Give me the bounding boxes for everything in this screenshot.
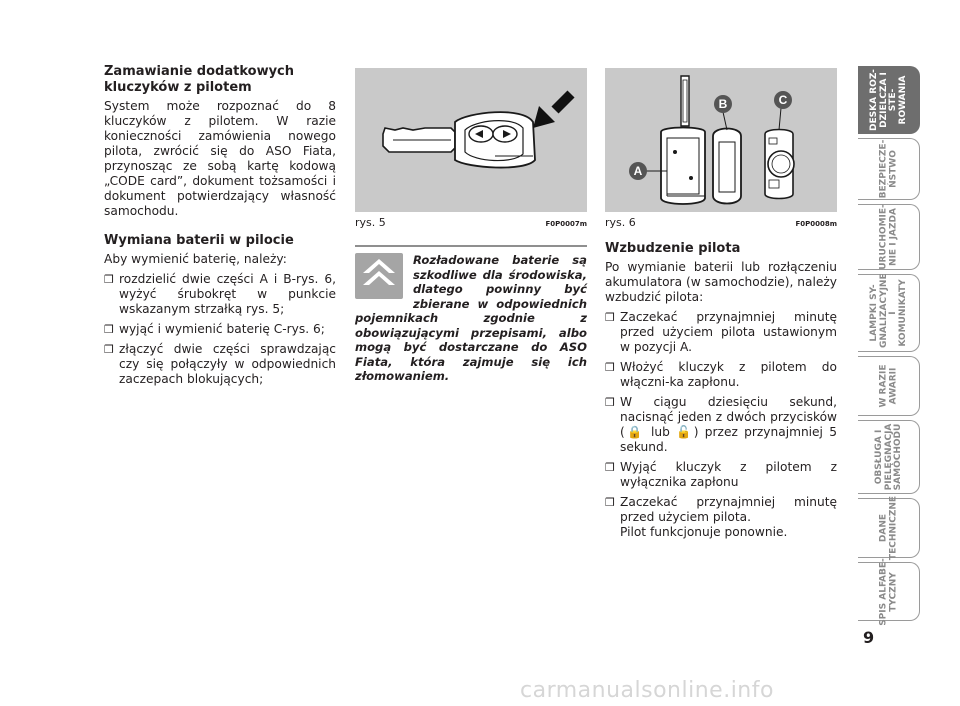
checkbox-bullet-icon: ❒ [104,323,114,336]
environment-note-text: Rozładowane baterie są szkodliwe dla środowiska, dlatego powinny być zbierane w odpowiednich pojemnikach zgodnie z obowiązującymi przepisami, albo mogą być dostarczane do ASO Fiata, która zajmuje się ich złomowaniem. [355,253,587,383]
checkbox-bullet-icon: ❒ [104,343,114,356]
list-item: ❒ Wyjąć kluczyk z pilotem z wyłącznika zapłonu [605,460,837,489]
page-number: 9 [863,628,875,647]
checkbox-bullet-icon: ❒ [605,361,615,374]
environment-note [355,245,587,384]
tab-emergency[interactable]: W RAZIE AWARII [858,356,920,416]
list-item: ❒ Zaczekać przynajmniej minutę przed użyciem pilota. [605,495,837,524]
checkbox-bullet-icon: ❒ [605,311,615,324]
list-item: ❒ W ciągu dziesięciu sekund, nacisnąć jeden z dwóch przycisków (🔒 lub 🔓) przez przynajmniej 5 sekund. [605,395,837,454]
activation-closing: Pilot funkcjonuje ponownie. [620,525,788,539]
checkbox-bullet-icon: ❒ [605,396,615,409]
list-item: ❒ Włożyć kluczyk z pilotem do włączni-ka zapłonu. [605,360,837,389]
list-item: ❒ złączyć dwie części sprawdzając czy się połączyły w odpowiednich zaczepach blokujących; [104,342,336,386]
tab-technical-data[interactable]: DANE TECHNICZNE [858,498,920,558]
tab-safety[interactable]: BEZPIECZE- ŃSTWO [858,138,920,200]
key-part-b-icon [713,112,741,204]
list-item: ❒ wyjąć i wymienić baterię C-rys. 6; [104,322,325,336]
paragraph-ordering-keys: System może rozpoznać do 8 kluczyków z pilotem. W razie konieczności zamówienia nowego pilota, zwrócić się do ASO Fiata, przynosząc ze sobą kartę kodową „CODE card”, dokument tożsamości i dokument potwierdzający własność samochodu. [104,99,336,218]
tab-dashboard-controls[interactable]: DESKA ROZ- DZIELCZA I STE- ROWANIA [858,66,920,134]
heading-battery-replacement: Wymiana baterii w pilocie [104,233,294,248]
figure-5-caption: rys. 5 [355,216,386,229]
tab-maintenance[interactable]: OBSŁUGA I PIELĘGNACJA SAMOCHODU [858,420,920,494]
right-column [605,68,837,540]
key-part-a-icon [661,76,705,204]
tab-warning-lights[interactable]: LAMPKI SY- GNALIZACYJNE I KOMUNIKATY [858,274,920,352]
figure-6-caption: rys. 6 [605,216,636,229]
checkbox-bullet-icon: ❒ [605,461,615,474]
key-fob-side-icon [355,68,587,212]
label-b: B [718,97,728,111]
list-item: ❒ Zaczekać przynajmniej minutę przed użyciem pilota ustawionym w pozycji A. [605,310,837,354]
checkbox-bullet-icon: ❒ [605,496,615,509]
watermark: carmanualsonline.info [520,678,774,703]
figure-5-key-illustration [355,68,587,212]
figure-6-code: F0P0008m [795,220,837,228]
label-c: C [778,93,788,107]
activation-intro: Po wymianie baterii lub rozłączeniu akumulatora (w samochodzie), należy wzbudzić pilota: [605,260,837,304]
activation-steps-list [605,310,837,525]
tab-starting-driving[interactable]: URUCHOMIE- NIE I JAZDA [858,204,920,270]
heading-ordering-keys: Zamawianie dodatkowych kluczyków z pilotem [104,64,295,95]
figure-6-caption-row [605,215,837,229]
figure-6-key-parts [605,68,837,212]
label-a: A [633,164,643,178]
list-item: ❒ rozdzielić dwie części A i B-rys. 6, wyżyć śrubokręt w punkcie wskazanym strzałką rys. 5; [104,272,336,316]
figure-5-caption-row [355,215,587,229]
figure-5-code: F0P0007m [545,220,587,228]
left-column [104,64,336,387]
battery-part-c-icon [765,108,794,199]
middle-column [355,68,587,384]
battery-intro: Aby wymienić baterię, należy: [104,252,287,266]
checkbox-bullet-icon: ❒ [104,273,114,286]
battery-steps-list [104,272,336,387]
recycle-warning-icon [355,253,403,299]
tab-index[interactable]: SPIS ALFABE- TYCZNY [858,562,920,621]
chapter-tab-strip [858,66,920,626]
heading-remote-activation: Wzbudzenie pilota [605,241,741,256]
